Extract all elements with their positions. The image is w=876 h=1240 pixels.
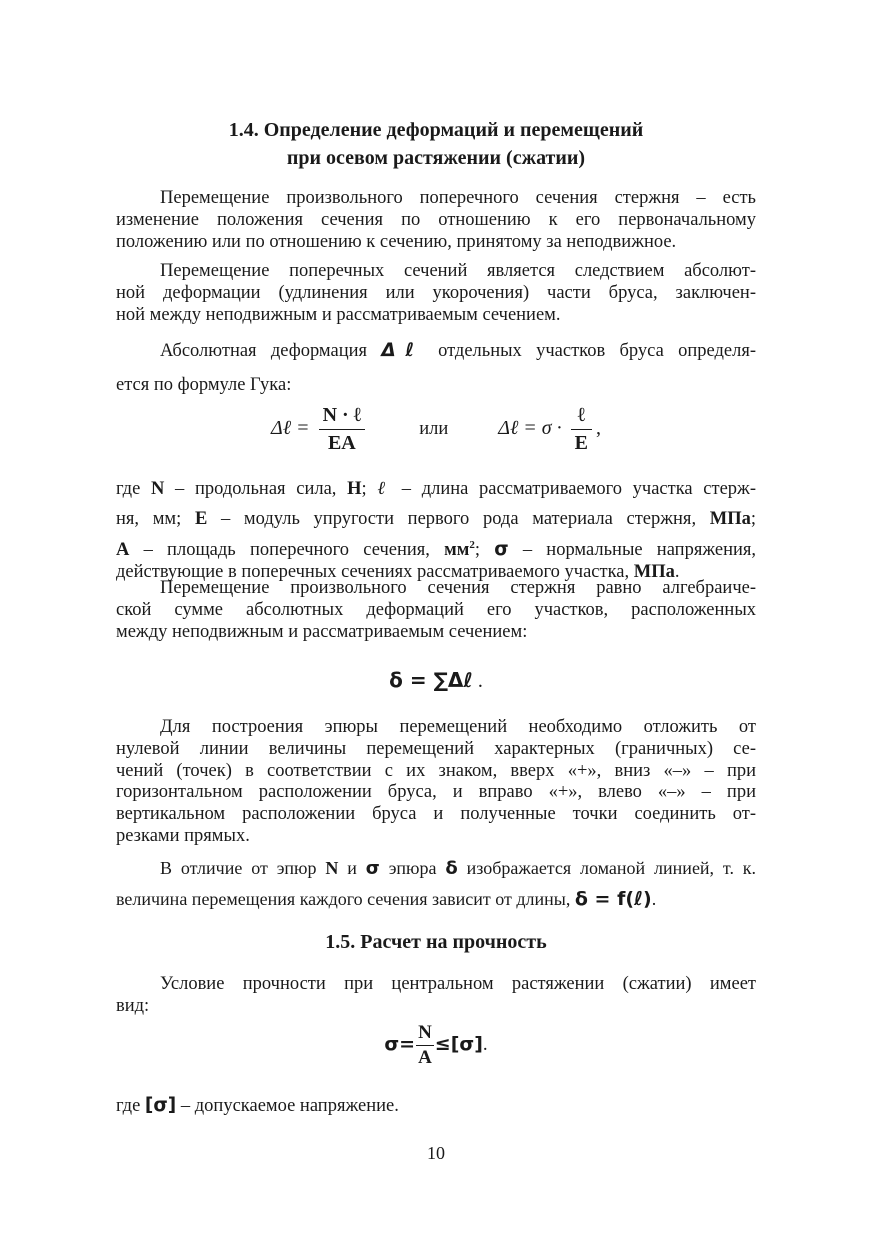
section-heading-1-4 — [116, 116, 756, 172]
text-line: вертикальном расположении бруса и полученные точки соединить от- — [116, 804, 756, 825]
paragraph-1 — [116, 188, 756, 253]
paragraph-7 — [116, 853, 756, 914]
paragraph-2 — [116, 261, 756, 326]
text-line: нулевой линии величины перемещений характерных (граничных) се- — [116, 738, 756, 759]
text-line: положению или по отношению к сечению, принятому за неподвижное. — [116, 231, 677, 252]
heading-line: 1.4. Определение деформаций и перемещений — [228, 119, 644, 141]
text-line: ня, мм; E – модуль упругости первого рода материала стержня, МПа; — [116, 509, 757, 529]
text-line: действующие в поперечных сечениях рассматриваемого участка, МПа. — [116, 562, 680, 583]
fraction: $\frac{\text{N · ℓ}}{EA}$ — [319, 404, 366, 455]
text-line: Перемещение произвольного поперечного сечения стержня – есть — [160, 188, 756, 208]
paragraph-9 — [116, 1095, 756, 1118]
formula-hooke: Δℓ = $\frac{\text{N · ℓ}}{EA}$ или Δℓ = σ · $\frac{\text{ℓ}}{E}$ , — [270, 404, 602, 454]
text-line: ной между неподвижным и рассматриваемым сечением. — [116, 304, 561, 325]
text-line: вид: — [116, 995, 150, 1016]
formula-strength: σ= $\frac{N}{A}$ ≤[σ]. — [384, 1022, 488, 1068]
text-line: Условие прочности при центральном растяжении (сжатии) имеет — [160, 974, 756, 994]
text-line: ской сумме абсолютных деформаций его участков, расположенных — [116, 599, 756, 620]
paragraph-5 — [116, 578, 756, 643]
paragraph-4 — [116, 474, 756, 583]
heading-line: при осевом растяжении (сжатии) — [286, 147, 586, 169]
text-line: резками прямых. — [116, 825, 250, 846]
fraction: $\frac{N}{A}$ — [418, 1022, 432, 1068]
text-line: ной деформации (удлинения или укорочения) части бруса, заключен- — [116, 282, 756, 303]
text-line: A – площадь поперечного сечения, $мм^2$; σ – нормальные напряжения, — [116, 539, 757, 561]
text-line: где N – продольная сила, Н; ℓ – длина рассматриваемого участка стерж- — [116, 479, 757, 499]
formula-lhs: Δℓ = σ · — [498, 417, 562, 440]
text-line: величина перемещения каждого сечения зависит от длины, δ = f(ℓ). — [116, 888, 657, 910]
page-number: 10 — [427, 1143, 445, 1163]
delta-ell-symbol: Δℓ — [381, 340, 424, 361]
section-heading-1-5 — [116, 928, 756, 956]
paragraph-8 — [116, 974, 756, 1018]
text-line: Перемещение произвольного сечения стержня равно алгебраиче- — [160, 578, 756, 598]
text-line: В отличие от эпюр N и σ эпюра δ изображается ломаной линией, т. к. — [160, 858, 757, 879]
paragraph-3 — [116, 334, 756, 402]
text-line: ется по формуле Гука: — [116, 375, 292, 395]
heading-line: 1.5. Расчет на прочность — [325, 931, 547, 953]
text-line: Перемещение поперечных сечений является следствием абсолют- — [160, 261, 756, 281]
formula-lhs: Δℓ = — [270, 417, 310, 440]
text-line: чений (точек) в соответствии с их знаком, вверх «+», вниз «–» – при — [116, 760, 756, 781]
text-line: горизонтальном расположении бруса, и вправо «+», влево «–» – при — [116, 782, 756, 803]
text-line: где [σ] – допускаемое напряжение. — [116, 1095, 399, 1116]
paragraph-6 — [116, 717, 756, 848]
formula-displacement: δ = ∑Δℓ . — [389, 668, 483, 692]
formula-or: или — [419, 419, 449, 440]
text-line: между неподвижным и рассматриваемым сечением: — [116, 621, 528, 642]
fraction: $\frac{\text{ℓ}}{E}$ — [571, 404, 592, 455]
text-line: Для построения эпюры перемещений необходимо отложить от — [160, 717, 756, 737]
text-line: Абсолютная деформация Δℓ отдельных участков бруса определя- — [160, 340, 757, 361]
text-line: изменение положения сечения по отношению к его первоначальному — [116, 209, 756, 230]
